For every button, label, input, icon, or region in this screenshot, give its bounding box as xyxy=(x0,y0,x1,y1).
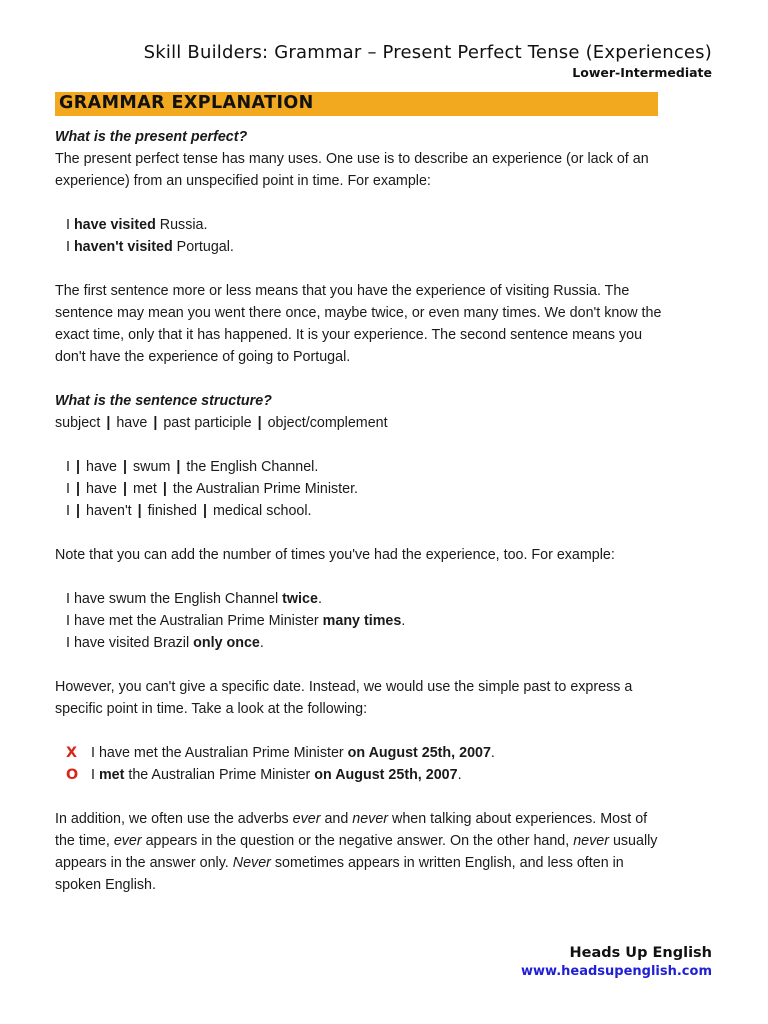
explanation-line: don't have the experience of going to Portugal. xyxy=(55,349,351,365)
incorrect-mark-icon: X xyxy=(66,745,78,761)
adverbs-line: spoken English. xyxy=(55,877,156,893)
explanation-line: exact time, only that it has happened. It is your experience. The second sentence means you xyxy=(55,327,643,343)
level-label: Lower-Intermediate xyxy=(572,65,712,80)
structure-formula: subject | have | past participle | object/complement xyxy=(55,415,388,431)
frequency-example: I have swum the English Channel twice. xyxy=(66,591,322,607)
incorrect-example: X I have met the Australian Prime Minister on August 25th, 2007. xyxy=(55,742,720,764)
frequency-example: I have visited Brazil only once. xyxy=(66,635,264,651)
adverbs-line: the time, ever appears in the question or the negative answer. On the other hand, never usually xyxy=(55,833,658,849)
footer-website-link[interactable]: www.headsupenglish.com xyxy=(521,964,712,979)
structure-example: I | have | met | the Australian Prime Minister. xyxy=(66,481,359,497)
explanation-line: The first sentence more or less means that you have the experience of visiting Russia. The xyxy=(55,283,630,299)
footer-brand: Heads Up English xyxy=(569,945,712,961)
example-sentence: I have visited Russia. xyxy=(66,217,208,233)
explanation-line: sentence may mean you went there once, maybe twice, or even many times. We don't know the xyxy=(55,305,662,321)
note-line: Note that you can add the number of times you've had the experience, too. For example: xyxy=(55,547,615,563)
example-sentence: I haven't visited Portugal. xyxy=(66,239,234,255)
structure-example: I | have | swum | the English Channel. xyxy=(66,459,319,475)
document-body xyxy=(55,126,720,896)
section-title: GRAMMAR EXPLANATION xyxy=(59,93,314,113)
question-present-perfect: What is the present perfect? xyxy=(55,129,248,145)
however-line: specific point in time. Take a look at the following: xyxy=(55,701,368,717)
correct-mark-icon: O xyxy=(66,767,79,783)
intro-line: The present perfect tense has many uses. One use is to describe an experience (or lack of an xyxy=(55,151,649,167)
section-header-bar xyxy=(55,92,658,116)
structure-example: I | haven't | finished | medical school. xyxy=(66,503,312,519)
adverbs-line: appears in the answer only. Never sometimes appears in written English, and less often in xyxy=(55,855,624,871)
correct-example: O I met the Australian Prime Minister on August 25th, 2007. xyxy=(55,764,720,786)
question-sentence-structure: What is the sentence structure? xyxy=(55,393,272,409)
intro-line: experience) from an unspecified point in time. For example: xyxy=(55,173,431,189)
frequency-example: I have met the Australian Prime Minister many times. xyxy=(66,613,406,629)
adverbs-line: In addition, we often use the adverbs ever and never when talking about experiences. Most of xyxy=(55,811,648,827)
however-line: However, you can't give a specific date. Instead, we would use the simple past to express a xyxy=(55,679,633,695)
document-title: Skill Builders: Grammar – Present Perfect Tense (Experiences) xyxy=(143,42,712,63)
